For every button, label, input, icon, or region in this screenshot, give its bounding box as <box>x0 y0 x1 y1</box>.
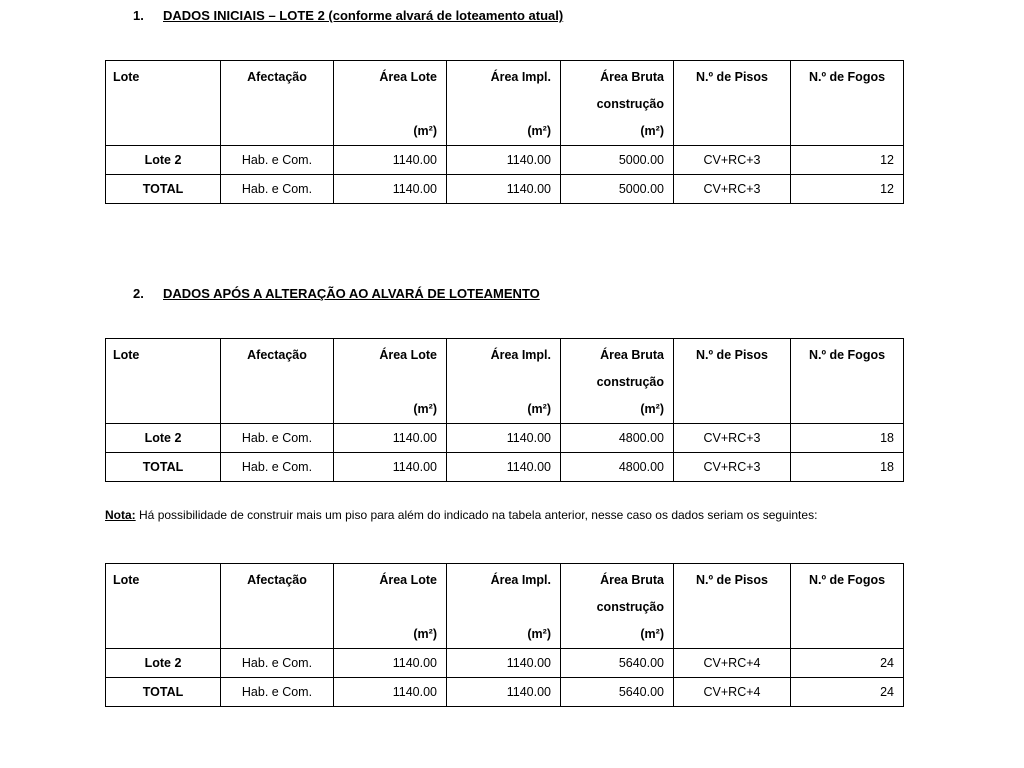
col-header-unit: (m²) <box>527 124 551 138</box>
table-row-lote2 <box>106 424 904 453</box>
col-header-label-line2: construção <box>596 375 664 389</box>
cell-lote: TOTAL <box>106 678 221 707</box>
col-header-label: Área Impl. <box>490 573 551 587</box>
col-header-spacer <box>447 369 560 396</box>
cell-area-impl: 1140.00 <box>447 146 561 175</box>
cell-pisos: CV+RC+3 <box>674 146 791 175</box>
col-header-unit: (m²) <box>413 124 437 138</box>
cell-pisos: CV+RC+3 <box>674 424 791 453</box>
cell-pisos: CV+RC+4 <box>674 678 791 707</box>
col-header-unit: (m²) <box>413 627 437 641</box>
col-header-unit: (m²) <box>640 627 664 641</box>
section-heading-2 <box>133 286 540 301</box>
cell-area-impl: 1140.00 <box>447 678 561 707</box>
cell-pisos: CV+RC+3 <box>674 453 791 482</box>
col-header-fogos <box>791 339 904 424</box>
col-header-label: N.º de Fogos <box>808 70 886 84</box>
col-header-unit: (m²) <box>527 627 551 641</box>
cell-area-lote: 1140.00 <box>334 424 447 453</box>
cell-afectacao: Hab. e Com. <box>221 424 334 453</box>
cell-fogos: 18 <box>791 453 904 482</box>
cell-lote: Lote 2 <box>106 649 221 678</box>
cell-afectacao: Hab. e Com. <box>221 175 334 204</box>
col-header-unit: (m²) <box>413 402 437 416</box>
col-header-afectacao <box>221 564 334 649</box>
table-header-row <box>106 339 904 424</box>
cell-lote: TOTAL <box>106 175 221 204</box>
col-header-label: Área Lote <box>379 573 437 587</box>
col-header-label: Área Impl. <box>490 70 551 84</box>
col-header-label: Área Bruta <box>600 573 664 587</box>
col-header-label: N.º de Pisos <box>696 348 768 362</box>
col-header-lote <box>106 339 221 424</box>
note <box>105 508 945 522</box>
table-header-row <box>106 564 904 649</box>
col-header-label: Afectação <box>247 348 307 362</box>
cell-pisos: CV+RC+4 <box>674 649 791 678</box>
col-header-area-impl <box>447 339 561 424</box>
cell-lote: Lote 2 <box>106 146 221 175</box>
cell-lote: Lote 2 <box>106 424 221 453</box>
table-row-total <box>106 678 904 707</box>
col-header-label-line2: construção <box>596 97 664 111</box>
col-header-lote <box>106 564 221 649</box>
cell-afectacao: Hab. e Com. <box>221 678 334 707</box>
cell-lote: TOTAL <box>106 453 221 482</box>
col-header-label: Área Impl. <box>490 348 551 362</box>
col-header-label: N.º de Fogos <box>808 348 886 362</box>
col-header-area-impl <box>447 564 561 649</box>
col-header-area-lote <box>334 564 447 649</box>
col-header-label: Área Lote <box>379 348 437 362</box>
col-header-label: N.º de Pisos <box>696 573 768 587</box>
col-header-area-lote <box>334 61 447 146</box>
col-header-unit: (m²) <box>527 402 551 416</box>
cell-fogos: 24 <box>791 678 904 707</box>
section-title: DADOS APÓS A ALTERAÇÃO AO ALVARÁ DE LOTEAMENTO <box>163 286 540 301</box>
cell-pisos: CV+RC+3 <box>674 175 791 204</box>
cell-area-lote: 1140.00 <box>334 146 447 175</box>
section-number: 1. <box>133 8 144 23</box>
col-header-unit: (m²) <box>640 402 664 416</box>
table-dados-apos-alteracao <box>105 338 904 482</box>
cell-fogos: 24 <box>791 649 904 678</box>
col-header-fogos <box>791 61 904 146</box>
col-header-label: Afectação <box>247 70 307 84</box>
table-dados-iniciais <box>105 60 904 204</box>
table-row-total <box>106 453 904 482</box>
section-number: 2. <box>133 286 144 301</box>
section-heading-1 <box>133 8 563 23</box>
cell-fogos: 12 <box>791 175 904 204</box>
note-text: Há possibilidade de construir mais um piso para além do indicado na tabela anterior, nesse caso os dados seriam os seguintes: <box>139 508 818 522</box>
cell-area-impl: 1140.00 <box>447 175 561 204</box>
col-header-area-bruta <box>561 61 674 146</box>
col-header-area-impl <box>447 61 561 146</box>
col-header-spacer <box>447 594 560 621</box>
col-header-label: Lote <box>113 70 140 84</box>
table-header-row <box>106 61 904 146</box>
col-header-area-bruta <box>561 564 674 649</box>
col-header-afectacao <box>221 61 334 146</box>
table-row-total <box>106 175 904 204</box>
cell-area-bruta: 5000.00 <box>561 175 674 204</box>
cell-area-bruta: 5640.00 <box>561 678 674 707</box>
cell-area-bruta: 4800.00 <box>561 424 674 453</box>
col-header-area-lote <box>334 339 447 424</box>
col-header-label: Lote <box>113 348 140 362</box>
cell-area-lote: 1140.00 <box>334 649 447 678</box>
col-header-fogos <box>791 564 904 649</box>
col-header-pisos <box>674 564 791 649</box>
col-header-spacer <box>447 91 560 118</box>
cell-fogos: 18 <box>791 424 904 453</box>
col-header-label: Área Lote <box>379 70 437 84</box>
table-dados-piso-adicional <box>105 563 904 707</box>
cell-area-impl: 1140.00 <box>447 649 561 678</box>
col-header-pisos <box>674 61 791 146</box>
col-header-area-bruta <box>561 339 674 424</box>
col-header-label: Área Bruta <box>600 70 664 84</box>
col-header-label: N.º de Pisos <box>696 70 768 84</box>
cell-area-lote: 1140.00 <box>334 175 447 204</box>
note-label: Nota: <box>105 508 136 522</box>
col-header-label: Lote <box>113 573 140 587</box>
col-header-spacer <box>334 369 446 396</box>
section-title: DADOS INICIAIS – LOTE 2 (conforme alvará de loteamento atual) <box>163 8 564 23</box>
col-header-afectacao <box>221 339 334 424</box>
cell-afectacao: Hab. e Com. <box>221 146 334 175</box>
cell-area-lote: 1140.00 <box>334 678 447 707</box>
col-header-spacer <box>334 91 446 118</box>
cell-afectacao: Hab. e Com. <box>221 453 334 482</box>
cell-area-bruta: 5640.00 <box>561 649 674 678</box>
table-row-lote2 <box>106 146 904 175</box>
col-header-label: Afectação <box>247 573 307 587</box>
col-header-label-line2: construção <box>596 600 664 614</box>
cell-area-bruta: 5000.00 <box>561 146 674 175</box>
cell-area-lote: 1140.00 <box>334 453 447 482</box>
table-row-lote2 <box>106 649 904 678</box>
cell-fogos: 12 <box>791 146 904 175</box>
cell-area-bruta: 4800.00 <box>561 453 674 482</box>
col-header-label: Área Bruta <box>600 348 664 362</box>
col-header-unit: (m²) <box>640 124 664 138</box>
col-header-pisos <box>674 339 791 424</box>
cell-area-impl: 1140.00 <box>447 424 561 453</box>
cell-afectacao: Hab. e Com. <box>221 649 334 678</box>
cell-area-impl: 1140.00 <box>447 453 561 482</box>
col-header-label: N.º de Fogos <box>808 573 886 587</box>
col-header-lote <box>106 61 221 146</box>
col-header-spacer <box>334 594 446 621</box>
